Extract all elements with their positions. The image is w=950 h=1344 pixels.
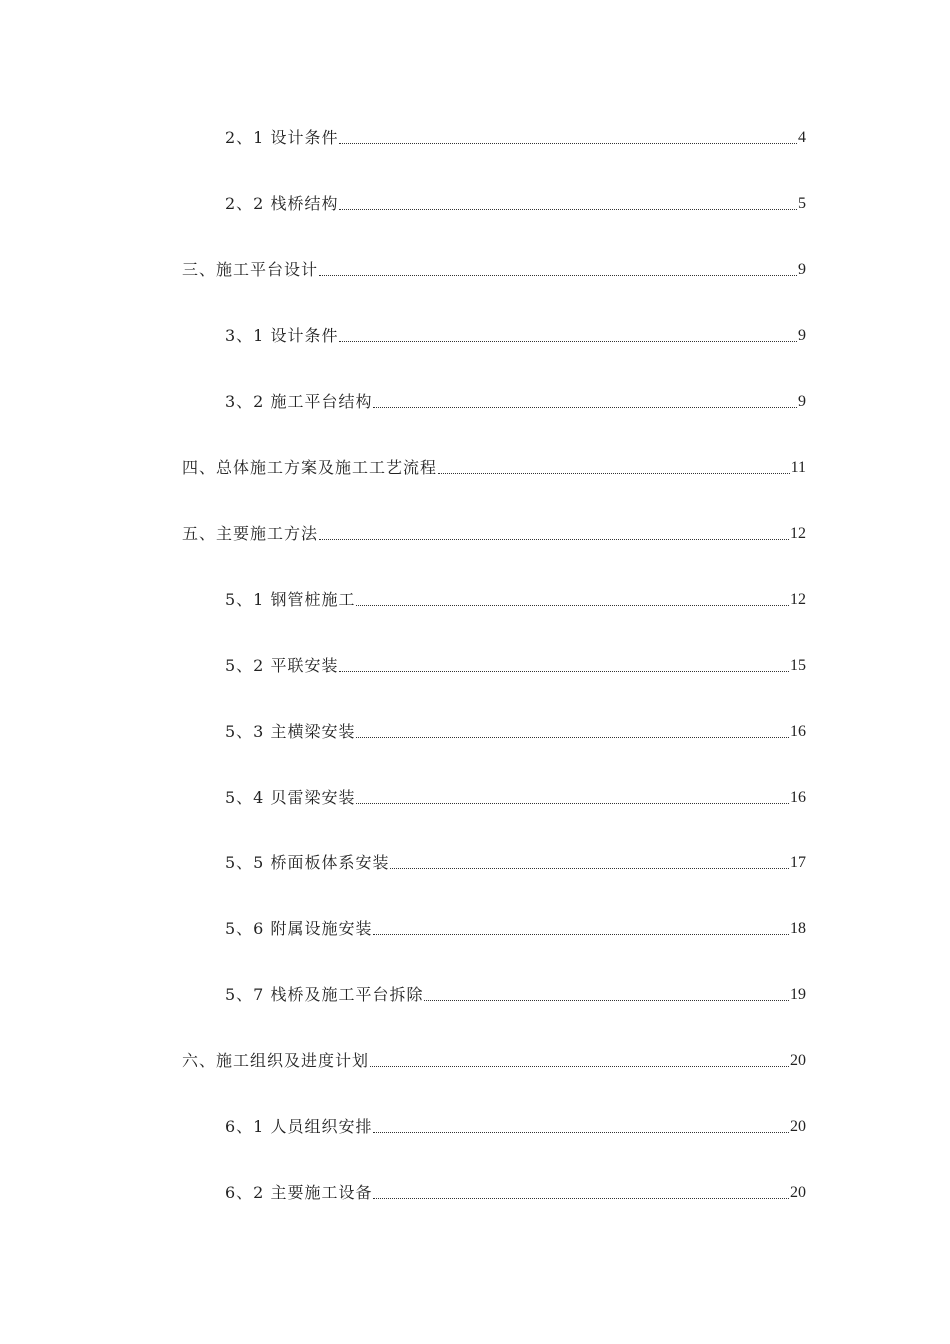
toc-entry-label: 3、1 设计条件 (225, 326, 339, 345)
toc-entry[interactable] (182, 1047, 806, 1071)
toc-entry-label: 六、施工组织及进度计划 (182, 1051, 370, 1070)
toc-page-number: 20 (790, 1052, 806, 1069)
toc-page-number: 4 (798, 129, 806, 146)
toc-page-number: 15 (790, 657, 806, 674)
toc-dot-leader (373, 397, 797, 408)
toc-dot-leader (356, 793, 789, 804)
toc-entry[interactable] (182, 520, 806, 544)
toc-page-number: 12 (790, 525, 806, 542)
toc-dot-leader (319, 529, 789, 540)
toc-dot-leader (339, 133, 797, 144)
toc-dot-leader (373, 924, 789, 935)
toc-entry[interactable] (225, 718, 806, 742)
toc-page-number: 16 (790, 723, 806, 740)
toc-entry[interactable] (182, 454, 806, 478)
toc-page-number: 20 (790, 1184, 806, 1201)
toc-dot-leader (339, 331, 797, 342)
toc-dot-leader (390, 858, 789, 869)
toc-dot-leader (373, 1188, 789, 1199)
toc-page-number: 20 (790, 1118, 806, 1135)
toc-page-number: 5 (798, 195, 806, 212)
toc-page-number: 17 (790, 854, 806, 871)
toc-page-number: 9 (798, 327, 806, 344)
toc-entry[interactable] (225, 586, 806, 610)
toc-entry-label: 2、2 栈桥结构 (225, 194, 339, 213)
toc-entry-label: 5、4 贝雷梁安装 (225, 788, 356, 807)
toc-entry-label: 四、总体施工方案及施工工艺流程 (182, 458, 438, 477)
toc-entry-label: 5、5 桥面板体系安装 (225, 853, 390, 872)
toc-entry-label: 5、2 平联安装 (225, 656, 339, 675)
toc-entry-label: 2、1 设计条件 (225, 128, 339, 147)
toc-entry[interactable] (225, 915, 806, 939)
toc-entry[interactable] (225, 981, 806, 1005)
toc-dot-leader (424, 990, 789, 1001)
toc-entry[interactable] (225, 322, 806, 346)
toc-dot-leader (370, 1056, 789, 1067)
toc-page-number: 12 (790, 591, 806, 608)
toc-entry[interactable] (225, 1113, 806, 1137)
toc-entry[interactable] (225, 1179, 806, 1203)
toc-entry[interactable] (225, 124, 806, 148)
toc-page-number: 18 (790, 920, 806, 937)
toc-entry-label: 5、1 钢管桩施工 (225, 590, 356, 609)
toc-dot-leader (339, 199, 797, 210)
toc-entry-label: 6、1 人员组织安排 (225, 1117, 373, 1136)
toc-entry[interactable] (225, 784, 806, 808)
toc-dot-leader (356, 595, 789, 606)
toc-entry[interactable] (225, 388, 806, 412)
toc-dot-leader (319, 265, 797, 276)
toc-entry-label: 5、6 附属设施安装 (225, 919, 373, 938)
toc-page-number: 19 (790, 986, 806, 1003)
toc-dot-leader (339, 661, 789, 672)
toc-entry-label: 五、主要施工方法 (182, 524, 319, 543)
toc-entry-label: 6、2 主要施工设备 (225, 1183, 373, 1202)
toc-dot-leader (356, 727, 789, 738)
toc-entry-label: 5、7 栈桥及施工平台拆除 (225, 985, 424, 1004)
toc-entry-label: 5、3 主横梁安装 (225, 722, 356, 741)
toc-dot-leader (438, 463, 790, 474)
toc-page-number: 16 (790, 789, 806, 806)
toc-page-number: 9 (798, 261, 806, 278)
toc-entry[interactable] (182, 256, 806, 280)
toc-entry[interactable] (225, 652, 806, 676)
toc-page-number: 9 (798, 393, 806, 410)
toc-entry[interactable] (225, 190, 806, 214)
toc-entry[interactable] (225, 849, 806, 873)
toc-entry-label: 三、施工平台设计 (182, 260, 319, 279)
toc-dot-leader (373, 1122, 789, 1133)
toc-page-number: 11 (790, 459, 806, 476)
toc-entry-label: 3、2 施工平台结构 (225, 392, 373, 411)
